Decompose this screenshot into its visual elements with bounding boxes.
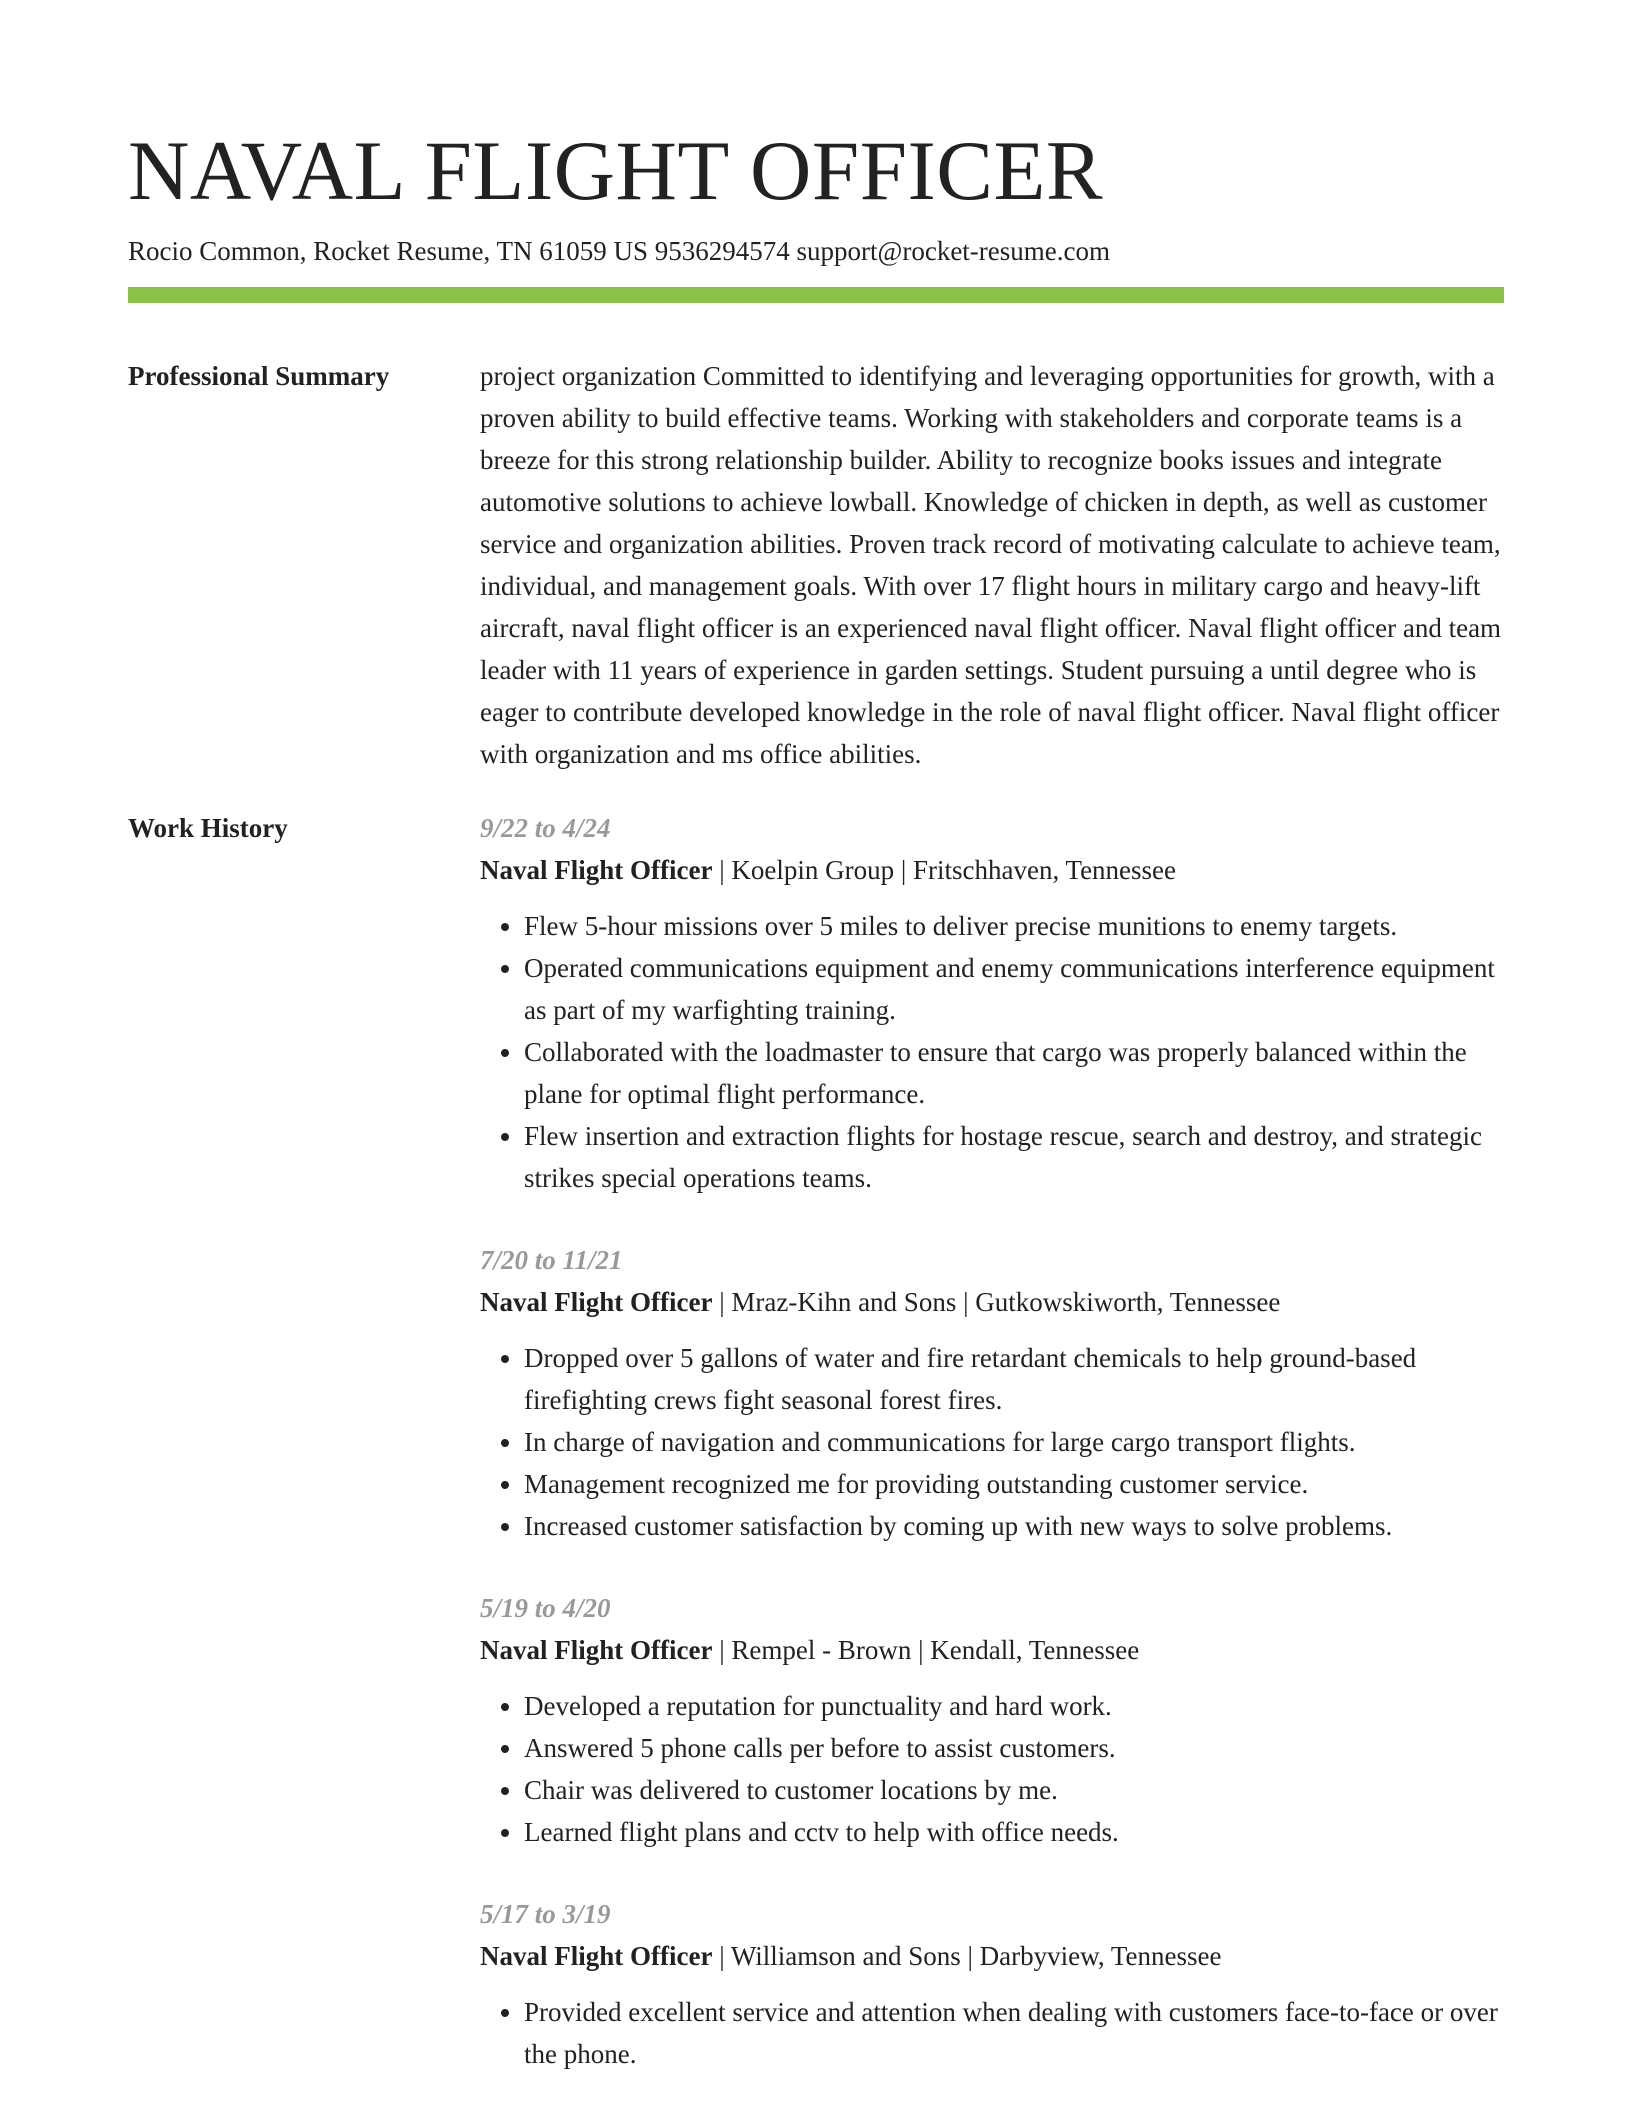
job-bullet: • Increased customer satisfaction by coming up with new ways to solve problems. [524,1505,1504,1547]
job-title-line [480,1281,1504,1323]
contact-line: Rocio Common, Rocket Resume, TN 61059 US 9536294574 support@rocket-resume.com [128,236,1111,266]
job-entry [480,1893,1504,2075]
summary-label: Professional Summary [128,361,390,391]
job-bullet-list [480,1991,1504,2075]
job-dates: 5/19 to 4/20 [480,1593,611,1623]
job-entry [480,1239,1504,1547]
work-history-section [128,807,1504,2115]
work-history-body [480,807,1504,2115]
job-bullet: • Answered 5 phone calls per before to assist customers. [524,1727,1504,1769]
job-title: Naval Flight Officer [480,855,713,885]
job-bullet: • Dropped over 5 gallons of water and fire retardant chemicals to help ground-based firefighting crews fight seasonal forest fires. [524,1337,1504,1421]
job-bullet: • Operated communications equipment and enemy communications interference equipment as part of my warfighting training. [524,947,1504,1031]
job-entry [480,807,1504,1199]
job-bullet-list [480,905,1504,1199]
job-title-line [480,1629,1504,1671]
job-bullet-list [480,1337,1504,1547]
job-details: | Koelpin Group | Fritschhaven, Tennessee [712,855,1177,885]
job-entry [480,1587,1504,1853]
job-details: | Rempel - Brown | Kendall, Tennessee [712,1635,1140,1665]
job-bullet: • Flew 5-hour missions over 5 miles to deliver precise munitions to enemy targets. [524,905,1504,947]
job-bullet: • Flew insertion and extraction flights for hostage rescue, search and destroy, and strategic strikes special operations teams. [524,1115,1504,1199]
job-bullet: • In charge of navigation and communications for large cargo transport flights. [524,1421,1504,1463]
job-dates: 7/20 to 11/21 [480,1245,623,1275]
summary-text: project organization Committed to identifying and leveraging opportunities for growth, with a proven ability to build effective teams. Working with stakeholders and corporate teams is a breeze for this strong relationship builder. Ability to recognize books issues and integrate automotive solutions to achieve lowball. Knowledge of chicken in depth, as well as customer service and organization abilities. Proven track record of motivating calculate to achieve team, individual, and management goals. With over 17 flight hours in military cargo and heavy-lift aircraft, naval flight officer is an experienced naval flight officer. Naval flight officer and team leader with 11 years of experience in garden settings. Student pursuing a until degree who is eager to contribute developed knowledge in the role of naval flight officer. Naval flight officer with organization and ms office abilities. [480,361,1502,769]
resume-page [128,0,1504,2115]
summary-body [480,355,1504,775]
job-details: | Williamson and Sons | Darbyview, Tennessee [712,1941,1222,1971]
job-title: Naval Flight Officer [480,1287,713,1317]
job-title: Naval Flight Officer [480,1635,713,1665]
job-bullet: • Provided excellent service and attention when dealing with customers face-to-face or over the phone. [524,1991,1504,2075]
job-details: | Mraz-Kihn and Sons | Gutkowskiworth, Tennessee [712,1287,1281,1317]
job-title: Naval Flight Officer [480,1941,713,1971]
job-bullet: • Chair was delivered to customer locations by me. [524,1769,1504,1811]
summary-section [128,355,1504,775]
job-bullet: • Learned flight plans and cctv to help with office needs. [524,1811,1504,1853]
job-bullet: • Management recognized me for providing outstanding customer service. [524,1463,1504,1505]
job-bullet-list [480,1685,1504,1853]
accent-divider [128,287,1504,303]
job-bullet: • Collaborated with the loadmaster to ensure that cargo was properly balanced within the plane for optimal flight performance. [524,1031,1504,1115]
job-title-line [480,1935,1504,1977]
job-dates: 9/22 to 4/24 [480,813,611,843]
job-title-line [480,849,1504,891]
resume-name-heading: NAVAL FLIGHT OFFICER [128,124,1104,218]
job-dates: 5/17 to 3/19 [480,1899,611,1929]
work-history-label: Work History [128,813,288,843]
job-bullet: • Developed a reputation for punctuality and hard work. [524,1685,1504,1727]
